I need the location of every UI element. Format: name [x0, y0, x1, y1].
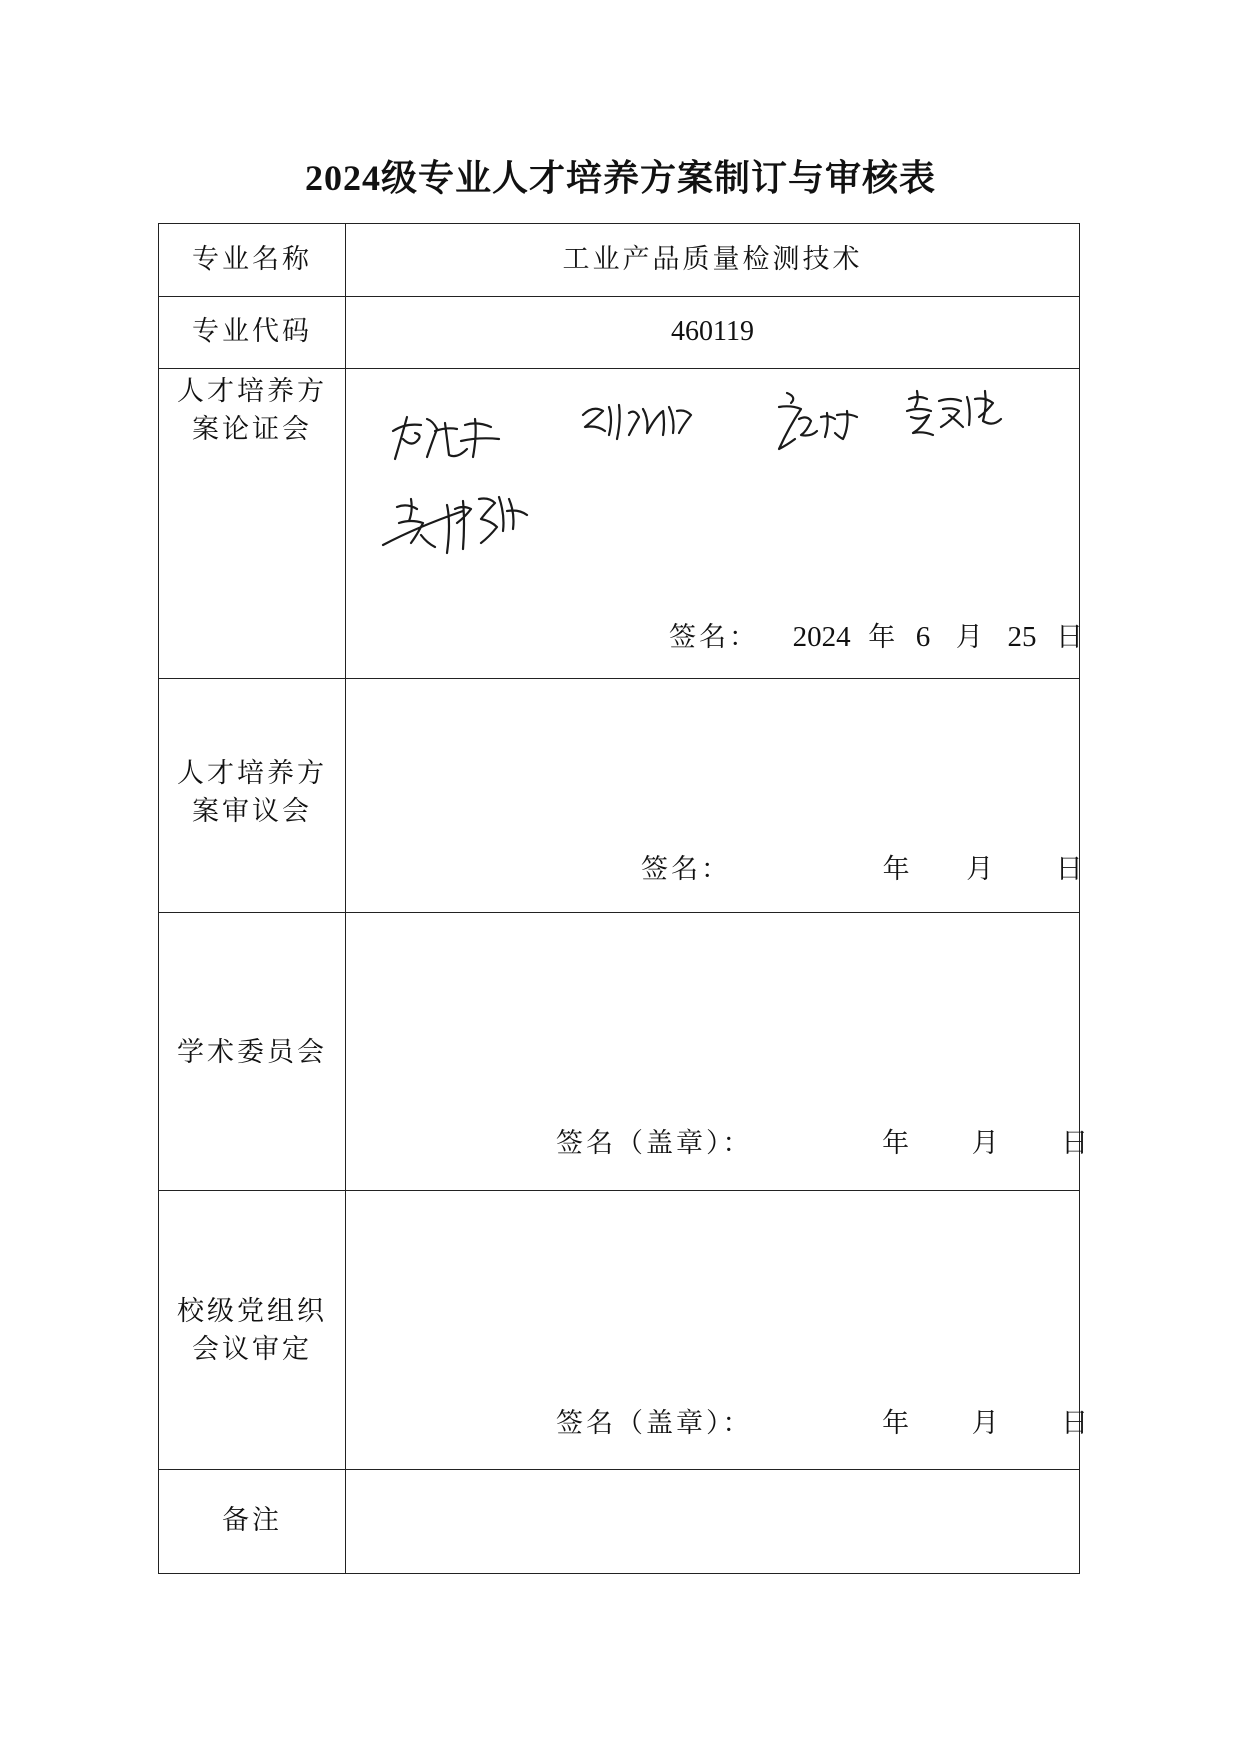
column-divider — [345, 369, 346, 678]
demonstration-sign-line — [669, 615, 1086, 654]
major-code-label: 专业代码 — [192, 316, 312, 347]
row-academic-committee — [159, 912, 1092, 1190]
demonstration-label-line1: 人才培养方 — [177, 376, 327, 407]
major-name-value: 工业产品质量检测技术 — [562, 244, 863, 275]
demonstration-year-unit: 年 — [868, 622, 899, 653]
demonstration-day: 25 — [1007, 621, 1037, 653]
academic-year-unit: 年 — [882, 1128, 913, 1159]
party-label-line1: 校级党组织 — [177, 1296, 327, 1327]
review-sign-label: 签名： — [641, 854, 731, 885]
major-code-value: 460119 — [671, 316, 754, 347]
review-sign-line — [641, 847, 1086, 886]
review-label-line2: 案审议会 — [192, 796, 312, 827]
row-review-meeting — [159, 678, 1086, 912]
review-table — [158, 223, 1092, 1574]
major-name-label: 专业名称 — [192, 244, 312, 275]
demonstration-label-line2: 案论证会 — [192, 414, 312, 445]
column-divider — [345, 1191, 346, 1469]
demonstration-year: 2024 — [792, 621, 851, 653]
party-month-unit: 月 — [971, 1408, 1002, 1439]
column-divider — [345, 1470, 346, 1573]
party-year-unit: 年 — [882, 1408, 913, 1439]
demonstration-month-unit: 月 — [955, 622, 986, 653]
review-day-unit: 日 — [1055, 854, 1086, 885]
demonstration-sign-label: 签名： — [669, 622, 759, 653]
column-divider — [345, 679, 346, 912]
demonstration-day-unit: 日 — [1056, 622, 1087, 653]
remarks-label: 备注 — [222, 1505, 282, 1536]
row-major-code — [159, 296, 1079, 368]
review-year-unit: 年 — [882, 854, 913, 885]
party-label-line2: 会议审定 — [192, 1334, 312, 1365]
row-demonstration-meeting — [159, 368, 1087, 678]
signature-5 — [377, 487, 547, 567]
row-major-name — [159, 224, 1079, 296]
academic-sign-line — [556, 1121, 1091, 1160]
review-label-line1: 人才培养方 — [177, 758, 327, 789]
row-party-organization — [159, 1190, 1092, 1469]
party-day-unit: 日 — [1061, 1408, 1092, 1439]
row-remarks — [159, 1469, 1079, 1573]
column-divider — [345, 913, 346, 1190]
demonstration-month: 6 — [915, 621, 931, 653]
review-month-unit: 月 — [966, 854, 997, 885]
signature-3 — [771, 387, 871, 457]
academic-label: 学术委员会 — [177, 1037, 327, 1068]
academic-month-unit: 月 — [971, 1128, 1002, 1159]
party-sign-label: 签名（盖章）： — [556, 1408, 753, 1439]
signature-1 — [387, 409, 507, 469]
document-title: 2024级专业人才培养方案制订与审核表 — [304, 158, 936, 198]
signature-4 — [901, 387, 1011, 442]
party-sign-line — [556, 1401, 1091, 1440]
academic-sign-label: 签名（盖章）： — [556, 1128, 753, 1159]
signature-2 — [579, 397, 699, 447]
academic-day-unit: 日 — [1061, 1128, 1092, 1159]
